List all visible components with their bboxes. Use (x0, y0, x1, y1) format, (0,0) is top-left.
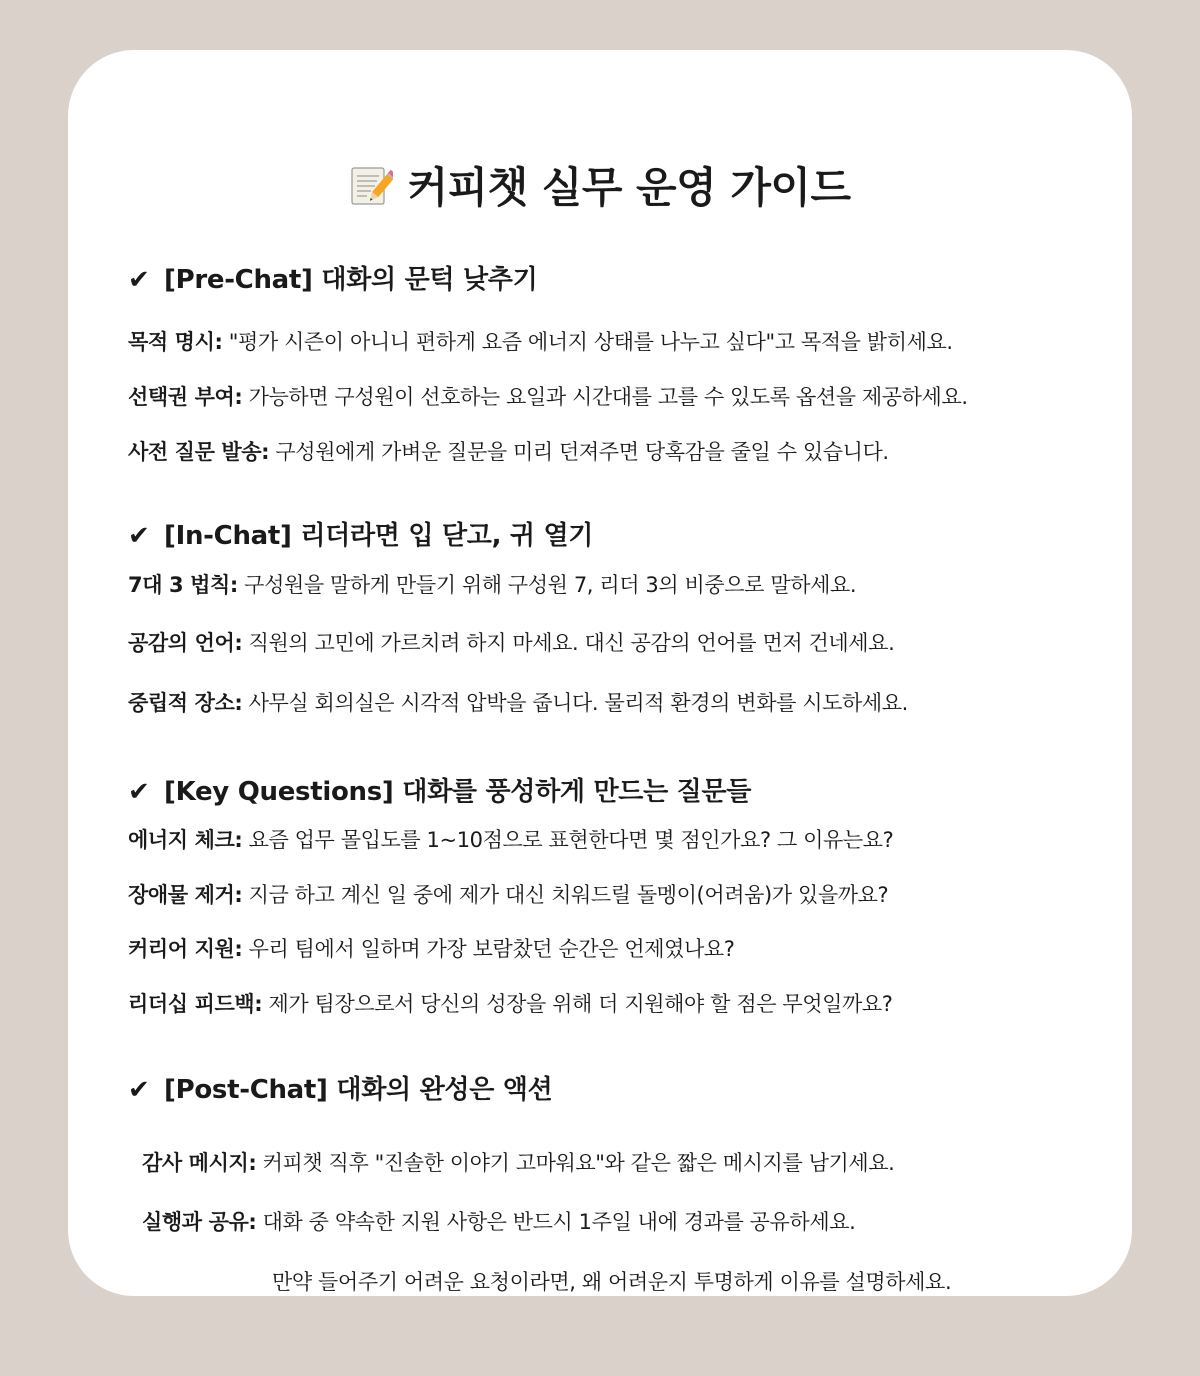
item-text: 구성원에게 가벼운 질문을 미리 던져주면 당혹감을 줄일 수 있습니다. (269, 440, 889, 464)
item-text: 대화 중 약속한 지원 사항은 반드시 1주일 내에 경과를 공유하세요. (256, 1210, 856, 1234)
list-item (128, 436, 889, 468)
item-text: 직원의 고민에 가르치려 하지 마세요. 대신 공감의 언어를 먼저 건네세요. (242, 631, 895, 655)
item-text: "평가 시즌이 아니니 편하게 요즘 에너지 상태를 나누고 싶다"고 목적을 밝히세요. (222, 330, 953, 354)
section-heading-pre-chat (128, 262, 537, 298)
section-title: [In-Chat] 리더라면 입 닫고, 귀 열기 (164, 521, 594, 551)
item-label: 감사 메시지: (142, 1151, 257, 1175)
memo-icon (349, 164, 393, 208)
item-label: 커리어 지원: (128, 937, 243, 961)
section-title: [Post-Chat] 대화의 완성은 액션 (164, 1075, 553, 1105)
item-label: 중립적 장소: (128, 691, 243, 715)
list-item (128, 933, 735, 965)
item-text: 지금 하고 계신 일 중에 제가 대신 치워드릴 돌멩이(어려움)가 있을까요? (242, 883, 889, 907)
item-label: 공감의 언어: (128, 631, 243, 655)
list-item (128, 569, 856, 601)
section-title: [Key Questions] 대화를 풍성하게 만드는 질문들 (164, 777, 752, 807)
check-icon: ✔ (128, 265, 150, 295)
section-title: [Pre-Chat] 대화의 문턱 낮추기 (164, 265, 538, 295)
item-text: 요즘 업무 몰입도를 1~10점으로 표현한다면 몇 점인가요? 그 이유는요? (242, 828, 894, 852)
list-item (128, 326, 953, 358)
item-label: 실행과 공유: (142, 1210, 257, 1234)
list-item (128, 879, 888, 911)
list-item (128, 687, 908, 719)
check-icon: ✔ (128, 521, 150, 551)
list-item (128, 824, 893, 856)
section-heading-in-chat (128, 518, 593, 554)
check-icon: ✔ (128, 777, 150, 807)
item-text: 커피챗 직후 "진솔한 이야기 고마워요"와 같은 짧은 메시지를 남기세요. (256, 1151, 895, 1175)
list-item (142, 1206, 855, 1238)
item-text: 구성원을 말하게 만들기 위해 구성원 7, 리더 3의 비중으로 말하세요. (237, 573, 857, 597)
item-label: 장애물 제거: (128, 883, 243, 907)
list-item (142, 1147, 894, 1179)
list-item (128, 381, 968, 413)
item-label: 리더십 피드백: (128, 992, 263, 1016)
item-label: 선택권 부여: (128, 385, 243, 409)
item-label: 7대 3 법칙: (128, 573, 238, 597)
list-item (128, 627, 894, 659)
title-text: 커피챗 실무 운영 가이드 (407, 163, 851, 212)
item-note: 만약 들어주기 어려운 요청이라면, 왜 어려운지 투명하게 이유를 설명하세요. (272, 1270, 952, 1294)
section-heading-key-questions (128, 774, 751, 810)
page-title (0, 158, 1200, 218)
guide-card (68, 50, 1132, 1296)
item-label: 에너지 체크: (128, 828, 243, 852)
section-heading-post-chat (128, 1072, 552, 1108)
item-text: 우리 팀에서 일하며 가장 보람찼던 순간은 언제였나요? (242, 937, 735, 961)
list-item (128, 988, 893, 1020)
item-label: 사전 질문 발송: (128, 440, 270, 464)
item-text: 사무실 회의실은 시각적 압박을 줍니다. 물리적 환경의 변화를 시도하세요. (242, 691, 908, 715)
check-icon: ✔ (128, 1075, 150, 1105)
item-text: 가능하면 구성원이 선호하는 요일과 시간대를 고를 수 있도록 옵션을 제공하세요. (242, 385, 968, 409)
item-text: 제가 팀장으로서 당신의 성장을 위해 더 지원해야 할 점은 무엇일까요? (262, 992, 893, 1016)
item-label: 목적 명시: (128, 330, 223, 354)
